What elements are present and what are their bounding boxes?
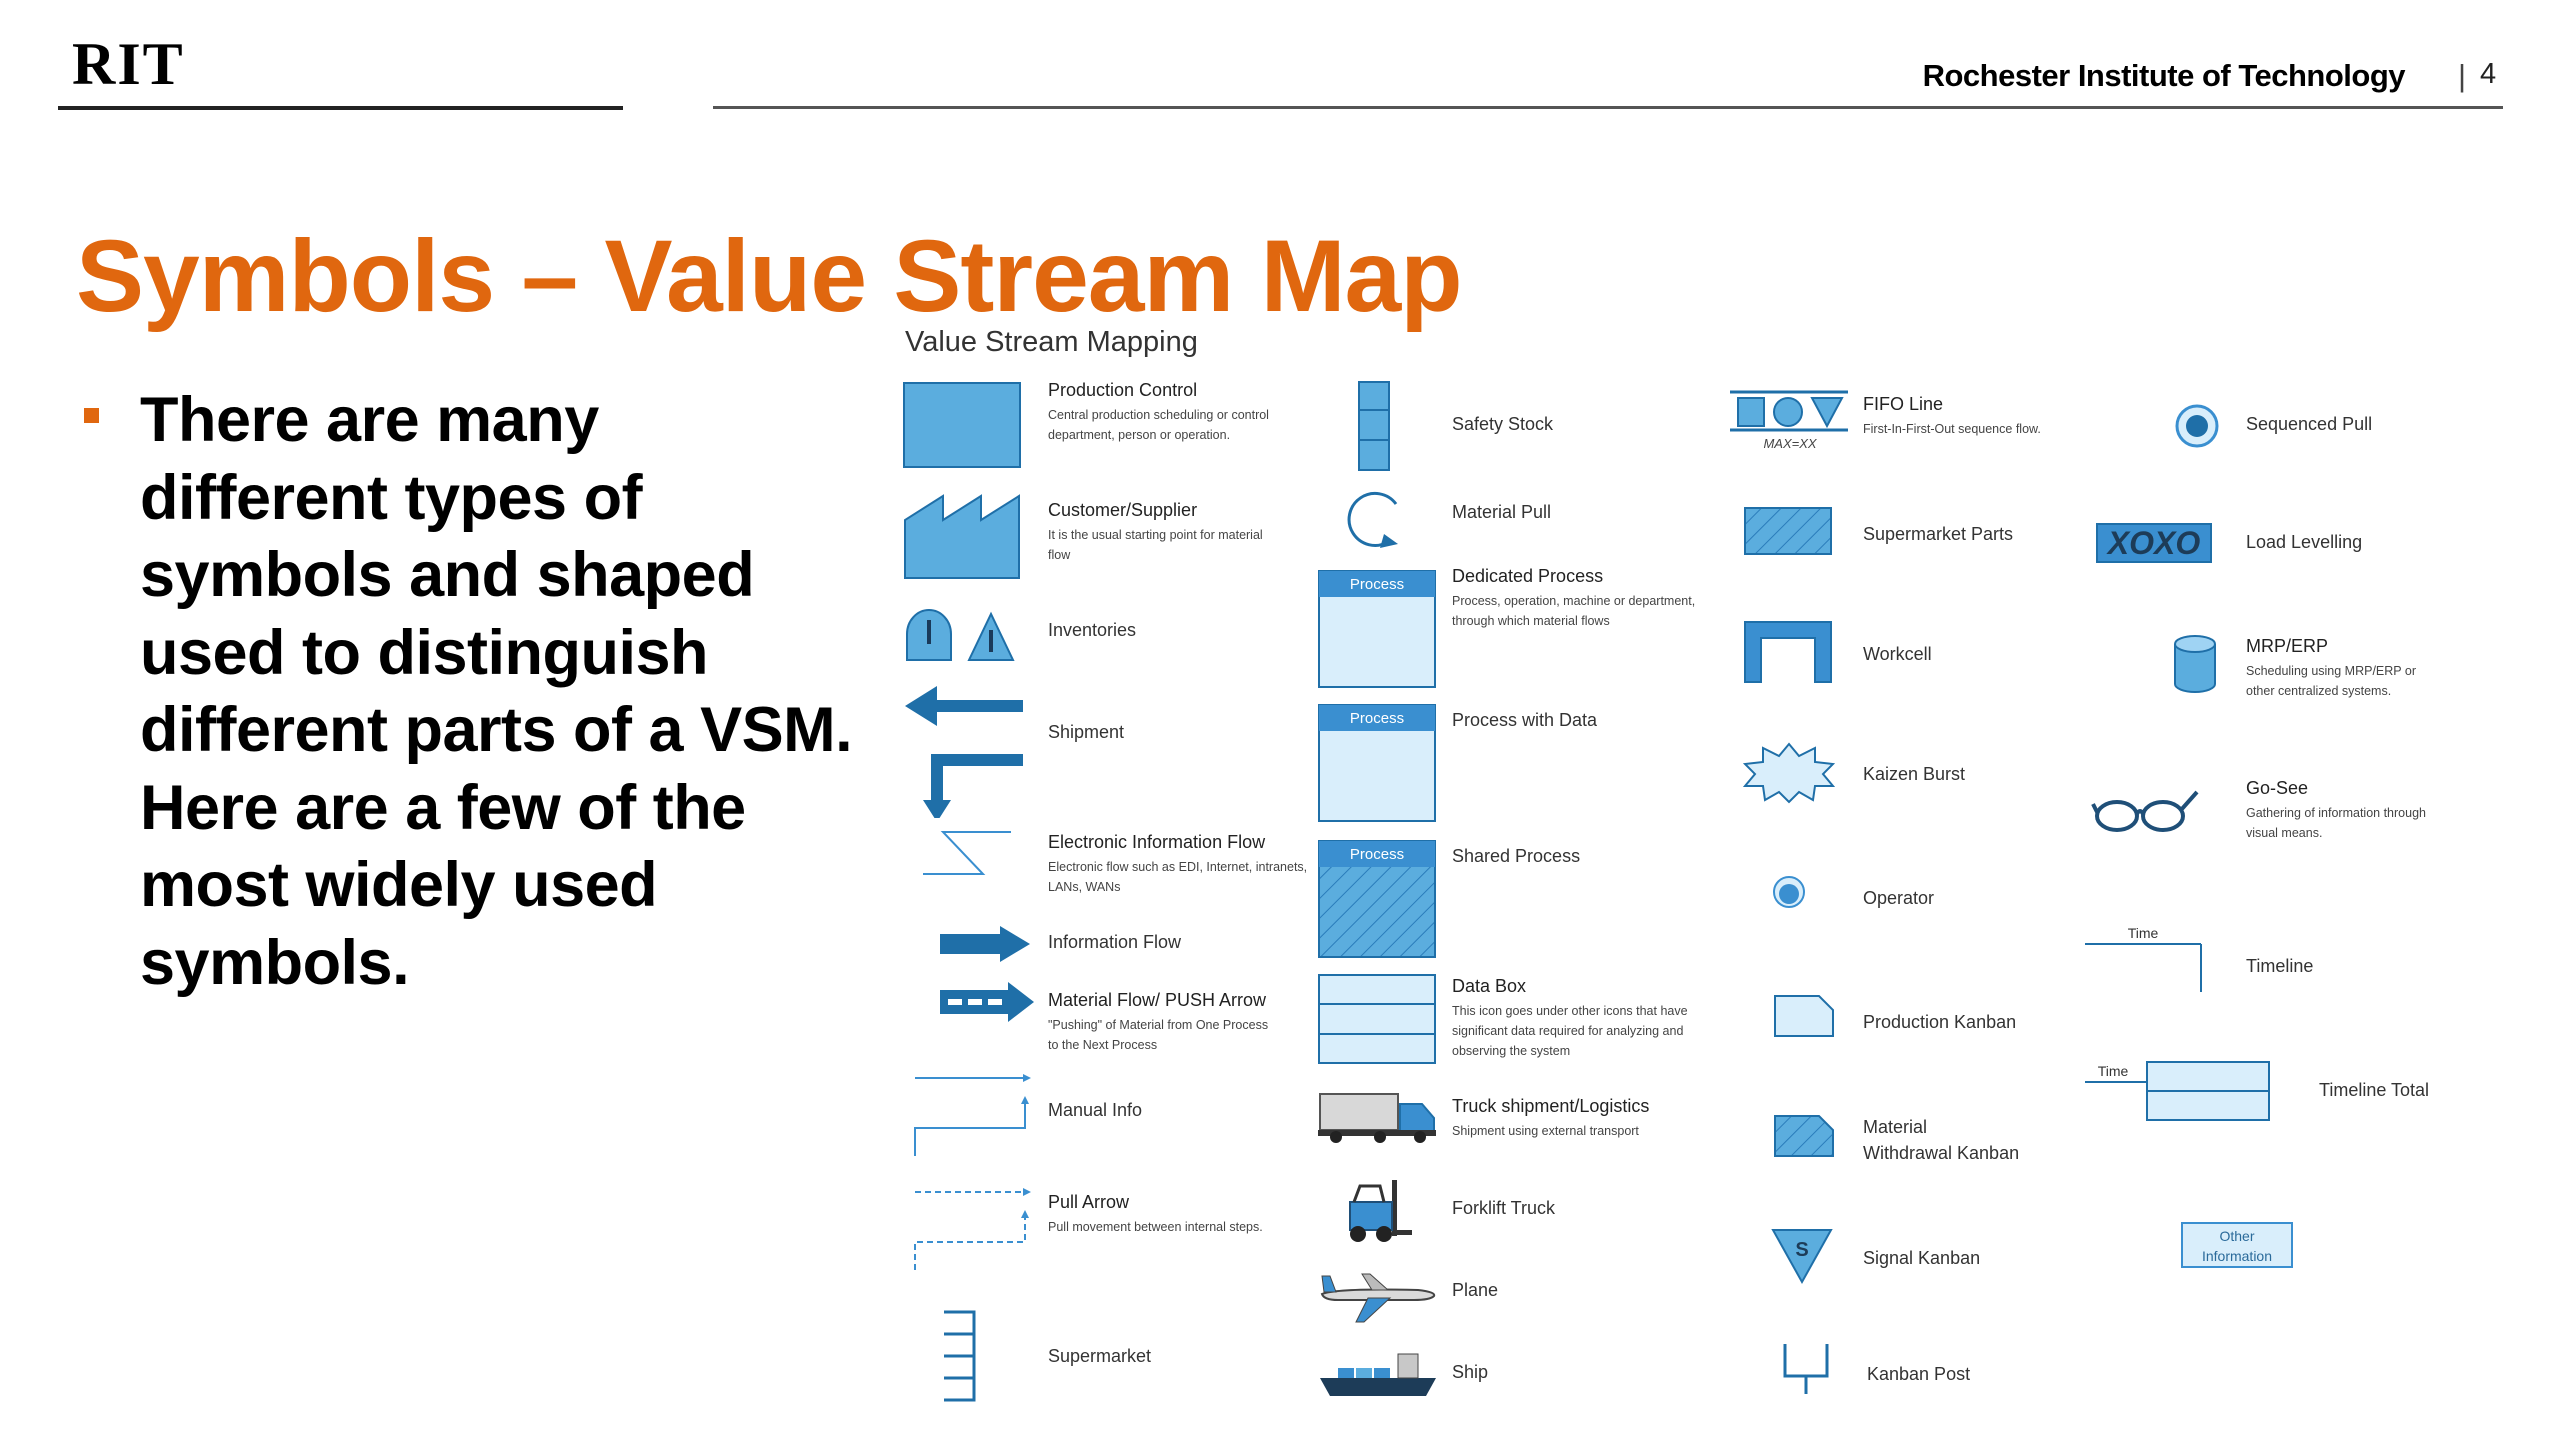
header-separator: | [2458,58,2467,93]
data-box-label: Data Box This icon goes under other icons that have significant data required for analyzing and observing the system [1452,976,1688,1058]
institution-name: Rochester Institute of Technology [1922,58,2405,93]
svg-text:Process: Process [1349,576,1405,593]
fifo-line-label: FIFO Line First-In-First-Out sequence flow. [1863,394,2041,436]
push-arrow-icon [940,982,1035,1022]
plane-label: Plane [1452,1280,1499,1300]
shared-process-icon [1318,840,1438,960]
information-flow-icon [940,926,1032,962]
electronic-info-flow-icon [923,830,1013,876]
svg-text:MAX=XX: MAX=XX [1763,436,1817,451]
kaizen-burst-icon [1743,742,1835,804]
withdrawal-kanban-icon [1773,1114,1835,1158]
operator-label: Operator [1863,888,1935,908]
dedicated-process-label: Dedicated Process Process, operation, machine or department, through which material flows [1452,566,1696,628]
information-flow-label: Information Flow [1048,932,1182,952]
customer-supplier-icon [903,490,1023,580]
bullet-text: There are many different types of symbols and shaped used to distinguish different parts of a VSM. Here are a few of the most widely used symbols. [140,385,853,998]
production-control-label: Production Control Central production scheduling or control department, person or operation. [1048,380,1269,442]
pull-arrow-label: Pull Arrow Pull movement between internal steps. [1048,1192,1263,1234]
operator-icon [1771,874,1807,914]
svg-text:Process: Process [1349,710,1405,727]
inventories-label: Inventories [1048,620,1137,640]
forklift-icon [1340,1178,1412,1244]
page-number: 4 [2480,58,2497,90]
manual-info-icon [913,1074,1033,1158]
supermarket-parts-label: Supermarket Parts [1863,524,2014,544]
slide-title: Symbols – Value Stream Map [76,219,1462,333]
go-see-label: Go-See Gathering of information through visual means. [2246,778,2426,840]
shipment-label: Shipment [1048,722,1125,742]
truck-icon [1318,1090,1438,1144]
supermarket-label: Supermarket [1048,1346,1152,1366]
customer-supplier-label: Customer/Supplier It is the usual starting point for material flow [1048,500,1263,562]
signal-kanban-icon [1771,1228,1833,1286]
material-pull-icon [1340,484,1410,554]
process-with-data-icon [1318,704,1438,824]
signal-kanban-label: Signal Kanban [1863,1248,1981,1268]
shared-process-label: Shared Process [1452,846,1581,866]
ship-icon [1318,1348,1438,1400]
mrp-erp-label: MRP/ERP Scheduling using MRP/ERP or other centralized systems. [2246,636,2416,698]
vsm-symbol-chart [895,318,2525,1438]
kanban-post-label: Kanban Post [1867,1364,1971,1384]
workcell-label: Workcell [1863,644,1932,664]
timeline-label: Timeline [2246,956,2314,976]
shipment-icon [903,678,1028,818]
dedicated-process-icon [1318,570,1438,690]
data-box-icon [1318,974,1438,1066]
plane-icon [1318,1268,1438,1324]
timeline-total-icon [2083,1058,2273,1124]
load-levelling-icon [2095,522,2213,564]
forklift-label: Forklift Truck [1452,1198,1556,1218]
production-kanban-icon [1773,994,1835,1038]
pull-arrow-icon [913,1188,1033,1272]
svg-text:XOXO: XOXO [2107,525,2201,561]
figure-title: Value Stream Mapping [905,326,1198,358]
timeline-total-label: Timeline Total [2319,1080,2430,1100]
header-rule-left [58,106,623,110]
manual-info-label: Manual Info [1048,1100,1143,1120]
ship-label: Ship [1452,1362,1489,1382]
other-information-box: Other Information [2181,1222,2293,1268]
bullet-square-icon [84,408,99,423]
production-control-icon [903,382,1023,470]
process-with-data-label: Process with Data [1452,710,1598,730]
workcell-icon [1743,620,1835,684]
material-pull-label: Material Pull [1452,502,1552,522]
svg-text:Process: Process [1349,846,1405,863]
production-kanban-label: Production Kanban [1863,1012,2017,1032]
sequenced-pull-icon [2173,402,2221,450]
go-see-icon [2091,782,2201,838]
withdrawal-kanban-label: Material Withdrawal Kanban [1863,1117,2020,1163]
inventories-icon [903,606,1023,664]
truck-shipment-label: Truck shipment/Logistics Shipment using external transport [1452,1096,1650,1138]
safety-stock-label: Safety Stock [1452,414,1554,434]
kanban-post-icon [1781,1342,1833,1396]
timeline-icon [2083,922,2207,994]
svg-text:Time: Time [2127,925,2159,941]
safety-stock-icon [1357,380,1391,472]
svg-text:Time: Time [2097,1063,2129,1079]
sequenced-pull-label: Sequenced Pull [2246,414,2373,434]
push-arrow-label: Material Flow/ PUSH Arrow "Pushing" of Material from One Process to the Next Process [1048,990,1269,1052]
mrp-erp-icon [2171,632,2219,696]
supermarket-icon [940,1310,980,1402]
supermarket-parts-icon [1743,506,1835,558]
load-levelling-label: Load Levelling [2246,532,2363,552]
header-rule-right [713,106,2503,109]
fifo-line-icon [1730,390,1850,454]
rit-logo: RIT [72,31,185,97]
electronic-info-flow-label: Electronic Information Flow Electronic flow such as EDI, Internet, intranets, LANs, WANs [1048,832,1308,894]
svg-text:S: S [1795,1239,1809,1261]
kaizen-burst-label: Kaizen Burst [1863,764,1966,784]
